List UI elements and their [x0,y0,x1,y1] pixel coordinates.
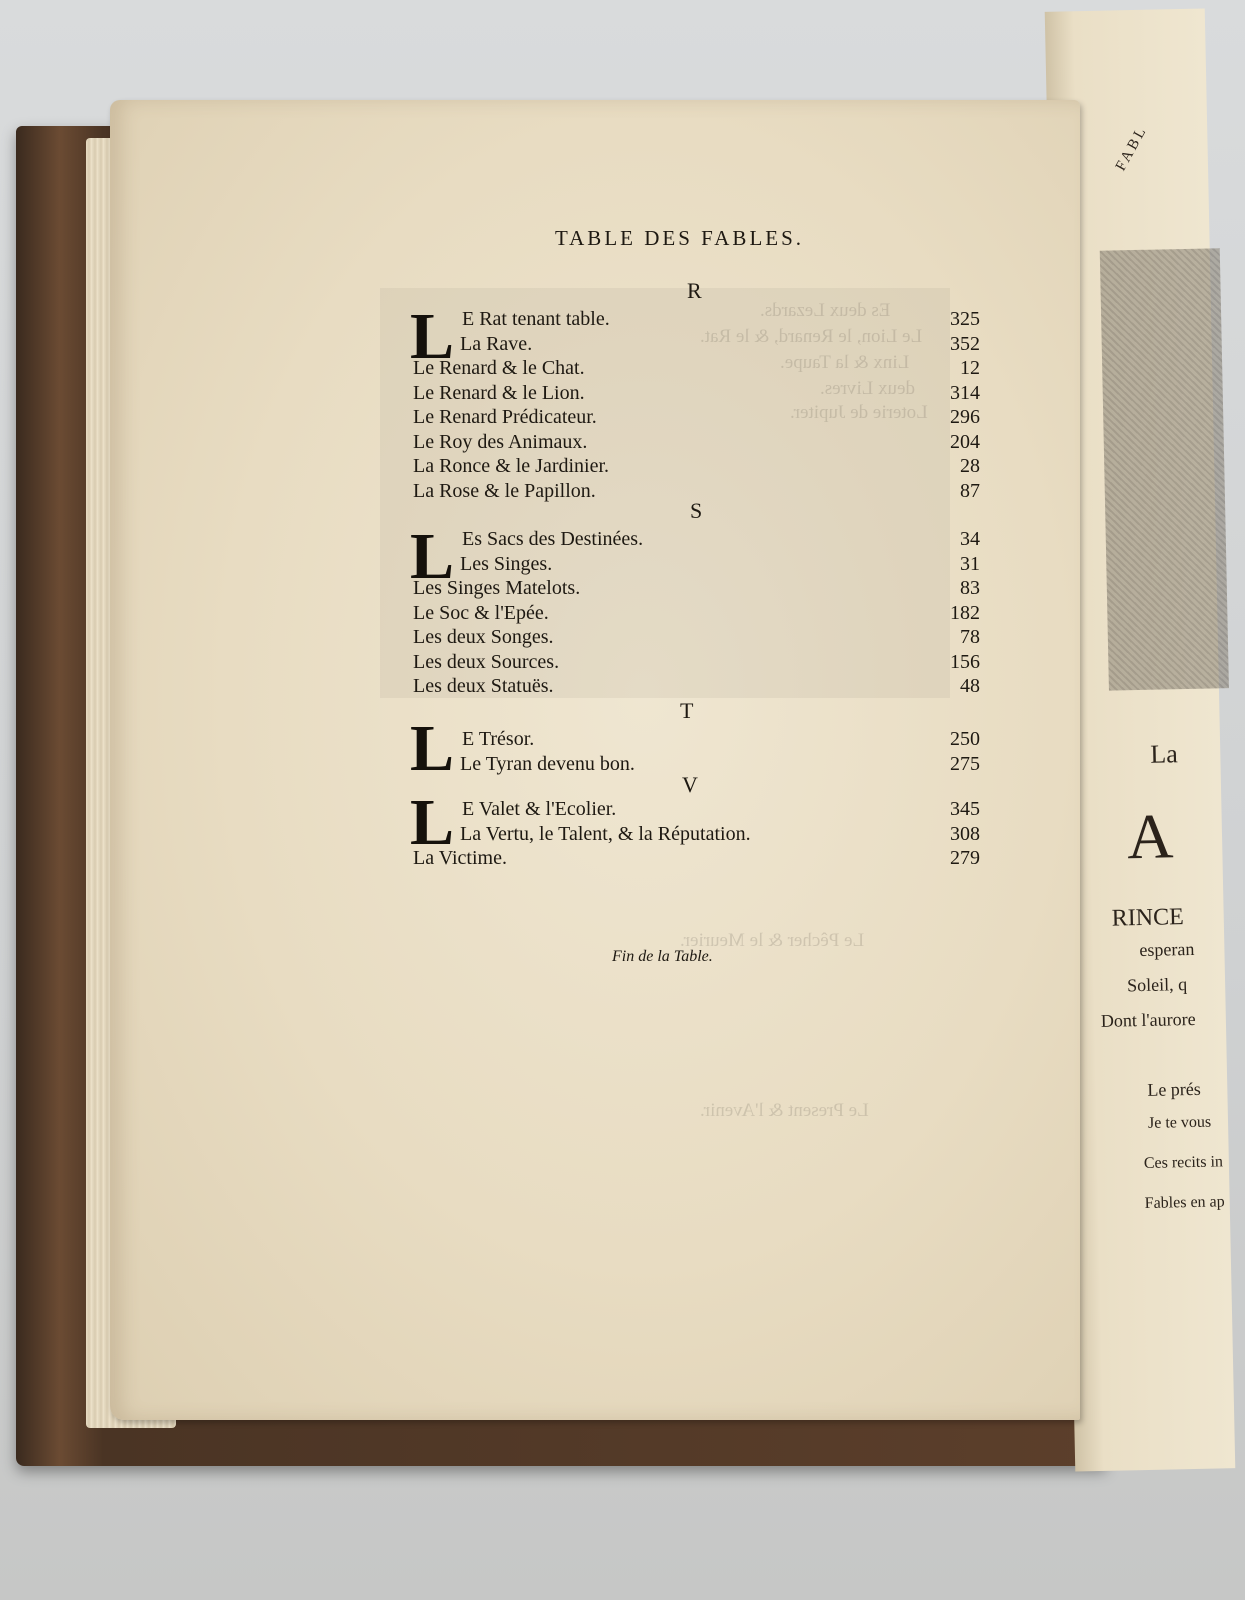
page-number: 28 [960,455,980,477]
drop-cap-initial: L [410,520,455,593]
page-number: 34 [960,528,980,550]
fable-title: Le Roy des Animaux. [413,430,588,453]
drop-cap-initial: L [410,712,455,785]
page-number: 314 [950,381,980,404]
section-letter: T [680,698,694,723]
page-number: 250 [950,728,980,750]
show-through-text: Loterie de Jupiter. [790,402,928,423]
toc-entry [0,798,980,822]
fable-title: Les Singes. [460,552,553,575]
toc-entry [0,357,980,381]
page-number: 31 [960,552,980,575]
facing-line: Dont l'aurore [1100,1008,1196,1031]
toc-entry [0,406,980,430]
fable-title: Le Tyran devenu bon. [460,752,635,775]
page-number: 308 [950,822,980,845]
page-number: 204 [950,430,980,453]
page-number: 275 [950,752,980,775]
page-number: 325 [950,308,980,330]
toc-entry [0,308,980,332]
toc-entry [0,480,980,504]
drop-cap-initial: L [410,786,455,859]
page-number: 78 [960,626,980,648]
fable-title: Les deux Songes. [413,626,554,648]
page-number: 83 [960,577,980,599]
fable-title: Les Singes Matelots. [413,577,581,599]
page-number: 182 [950,601,980,624]
toc-entry [0,553,980,577]
drop-cap-initial: L [410,300,455,373]
page-number: 87 [960,479,980,502]
fable-title: La Rave. [460,332,533,355]
fable-title: Le Renard & le Chat. [413,357,585,379]
facing-line: Soleil, q [1126,974,1188,996]
show-through-text: Linx & la Taupe. [780,352,910,373]
facing-line: Fables en ap [1144,1193,1225,1213]
facing-line: La [1149,739,1179,769]
toc-entry [0,728,980,752]
toc-entry [0,651,980,675]
section-letter: S [690,498,703,523]
toc-entry [0,602,980,626]
toc-entry [0,847,980,871]
fable-title: La Rose & le Papillon. [413,479,596,502]
section-letter: R [687,278,702,303]
fable-title: Les deux Statuës. [413,675,554,697]
page-number: 345 [950,798,980,820]
facing-line: Je te vous [1147,1113,1212,1132]
show-through-text: deux Livres. [820,378,915,399]
page-number: 352 [950,332,980,355]
facing-header: FABL [1112,122,1151,174]
toc-entry [0,455,980,479]
toc-entry [0,528,980,552]
facing-line: A [1126,800,1174,873]
toc-entry [0,577,980,601]
page-number: 296 [950,406,980,428]
fable-title: Le Renard Prédicateur. [413,406,597,428]
toc-entry [0,753,980,777]
closing-line: Fin de la Table. [612,948,713,965]
fable-title: E Valet & l'Ecolier. [462,798,617,820]
page-number: 12 [960,357,980,379]
running-title: TABLE DES FABLES. [555,226,805,250]
show-through-text: Le Present & l'Avenir. [700,1100,869,1121]
show-through-text: Le Pêcher & le Meurier. [680,930,865,951]
fable-title: La Ronce & le Jardinier. [413,455,610,477]
fable-title: Es Sacs des Destinées. [462,528,644,550]
fable-title: La Vertu, le Talent, & la Réputation. [460,822,751,845]
facing-line: Le prés [1147,1078,1202,1100]
facing-line: Ces recits in [1143,1153,1224,1173]
fable-title: La Victime. [413,847,507,869]
show-through-text: Es deux Lezards. [760,300,891,321]
page-number: 279 [950,847,980,869]
facing-line: esperan [1139,938,1195,961]
toc-entry [0,431,980,455]
engraving-illustration [1100,248,1229,690]
toc-entry [0,382,980,406]
fable-title: Le Soc & l'Epée. [413,601,549,624]
page-number: 156 [950,650,980,673]
facing-line: RINCE [1111,904,1184,932]
fable-title: Les deux Sources. [413,650,560,673]
fable-title: E Rat tenant table. [462,308,610,330]
toc-entry [0,823,980,847]
show-through-text: Le Lion, le Renard, & le Rat. [700,326,923,347]
section-letter: V [682,772,698,797]
fable-title: E Trésor. [462,728,535,750]
toc-entry [0,675,980,699]
fable-title: Le Renard & le Lion. [413,381,585,404]
toc-entry [0,333,980,357]
toc-entry [0,626,980,650]
page-number: 48 [960,675,980,697]
